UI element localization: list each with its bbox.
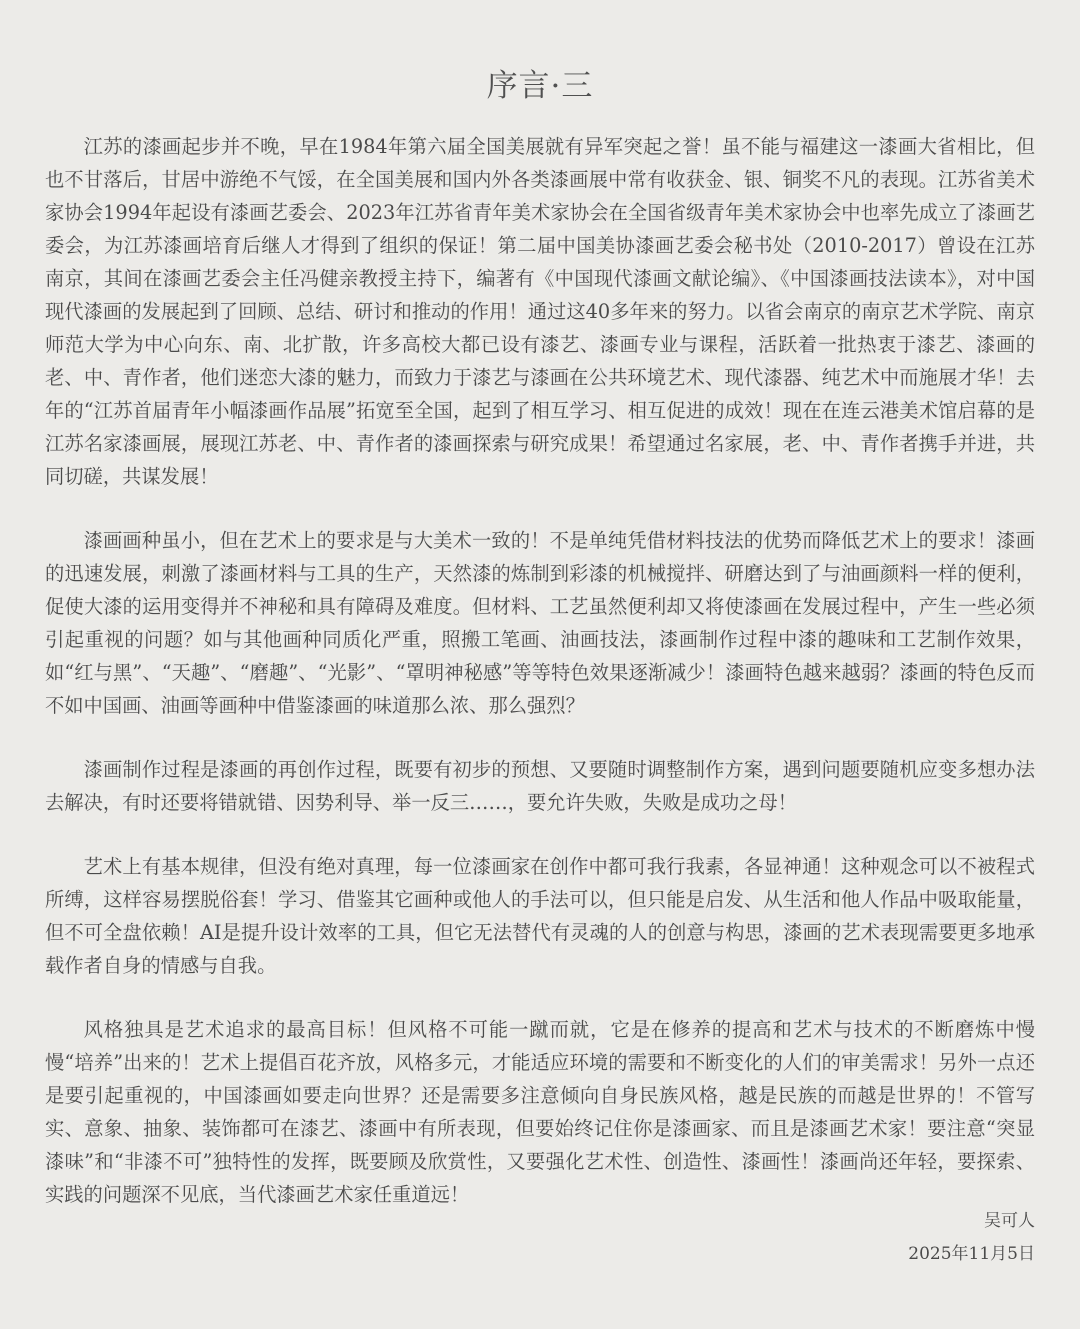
paragraph: 风格独具是艺术追求的最高目标！但风格不可能一蹴而就，它是在修养的提高和艺术与技术的不断磨炼中慢慢“培养”出来的！艺术上提倡百花齐放，风格多元，才能适应环境的需要和不断变化的人们的审美需求！另外一点还是要引起重视的，中国漆画如要走向世界？还是需要多注意倾向自身民族风格，越是民族的而越是世界的！不管写实、意象、抽象、装饰都可在漆艺、漆画中有所表现，但要始终记住你是漆画家、而且是漆画艺术家！要注意“突显漆味”和“非漆不可”独特性的发挥，既要顾及欣赏性，又要强化艺术性、创造性、漆画性！漆画尚还年轻，要探索、实践的问题深不见底，当代漆画艺术家任重道远！ [45, 1018, 1035, 1206]
paragraph: 江苏的漆画起步并不晚，早在1984年第六届全国美展就有异军突起之誉！虽不能与福建这一漆画大省相比，但也不甘落后，甘居中游绝不气馁，在全国美展和国内外各类漆画展中常有收获金、银、铜奖不凡的表现。江苏省美术家协会1994年起设有漆画艺委会、2023年江苏省青年美术家协会在全国省级青年美术家协会中也率先成立了漆画艺委会，为江苏漆画培育后继人才得到了组织的保证！第二届中国美协漆画艺委会秘书处（2010-2017）曾设在江苏南京，其间在漆画艺委会主任冯健亲教授主持下，编著有《中国现代漆画文献论编》、《中国漆画技法读本》，对中国现代漆画的发展起到了回顾、总结、研讨和推动的作用！通过这40多年来的努力。以省会南京的南京艺术学院、南京师范大学为中心向东、南、北扩散，许多高校大都已设有漆艺、漆画专业与课程，活跃着一批热衷于漆艺、漆画的老、中、青作者，他们迷恋大漆的魅力，而致力于漆艺与漆画在公共环境艺术、现代漆器、纯艺术中而施展才华！去年的“江苏首届青年小幅漆画作品展”拓宽至全国，起到了相互学习、相互促进的成效！现在在连云港美术馆启幕的是江苏名家漆画展，展现江苏老、中、青作者的漆画探索与研究成果！希望通过名家展，老、中、青作者携手并进，共同切磋，共谋发展！ [45, 135, 1035, 488]
paragraph: 漆画制作过程是漆画的再创作过程，既要有初步的预想、又要随时调整制作方案，遇到问题要随机应变多想办法去解决，有时还要将错就错、因势利导、举一反三……，要允许失败，失败是成功之母！ [45, 758, 1035, 814]
paragraph: 艺术上有基本规律，但没有绝对真理，每一位漆画家在创作中都可我行我素，各显神通！这种观念可以不被程式所缚，这样容易摆脱俗套！学习、借鉴其它画种或他人的手法可以，但只能是启发、从生活和他人作品中吸取能量，但不可全盘依赖！AI是提升设计效率的工具，但它无法替代有灵魂的人的创意与构思，漆画的艺术表现需要更多地承载作者自身的情感与自我。 [45, 855, 1035, 977]
paragraph: 漆画画种虽小，但在艺术上的要求是与大美术一致的！不是单纯凭借材料技法的优势而降低艺术上的要求！漆画的迅速发展，刺激了漆画材料与工具的生产，天然漆的炼制到彩漆的机械搅拌、研磨达到了与油画颜料一样的便利，促使大漆的运用变得并不神秘和具有障碍及难度。但材料、工艺虽然便利却又将使漆画在发展过程中，产生一些必须引起重视的问题？如与其他画种同质化严重，照搬工笔画、油画技法，漆画制作过程中漆的趣味和工艺制作效果，如“红与黑”、“天趣”、“磨趣”、“光影”、“罩明神秘感”等等特色效果逐渐减少！漆画特色越来越弱？漆画的特色反而不如中国画、油画等画种中借鉴漆画的味道那么浓、那么强烈？ [45, 529, 1035, 717]
signature-block [908, 1205, 1035, 1271]
preface-body [45, 130, 1035, 1242]
author-name: 吴可人 [984, 1211, 1035, 1231]
page-title: 序言·三 [486, 68, 594, 104]
date: 2025年11月5日 [908, 1244, 1035, 1264]
